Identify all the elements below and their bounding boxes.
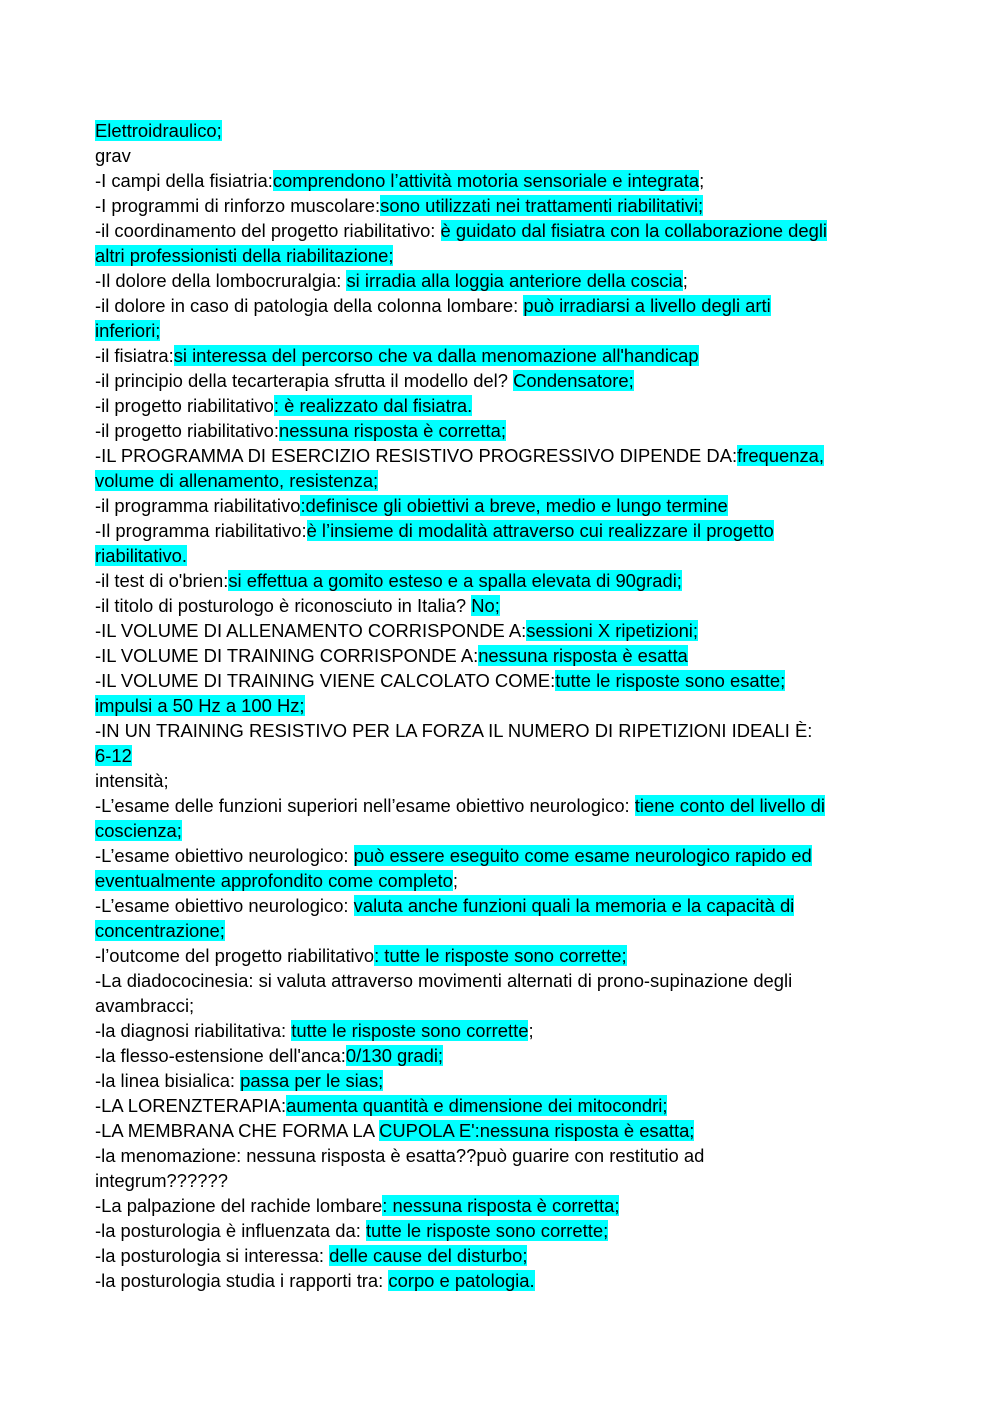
- plain-text: -l’outcome del progetto riabilitativo: [95, 945, 375, 966]
- text-line: [95, 1268, 905, 1293]
- highlighted-text: può irradiarsi a livello degli arti: [523, 295, 771, 316]
- highlighted-text: : nessuna risposta è corretta;: [382, 1195, 620, 1216]
- highlighted-text: :definisce gli obiettivi a breve, medio e lungo termine: [300, 495, 728, 516]
- highlighted-text: Elettroidraulico;: [95, 120, 222, 141]
- text-line: [95, 1143, 905, 1168]
- plain-text: -il fisiatra:: [95, 345, 174, 366]
- highlighted-text: volume di allenamento, resistenza;: [95, 470, 379, 491]
- text-line: [95, 243, 905, 268]
- text-line: [95, 1193, 905, 1218]
- highlighted-text: Condensatore;: [513, 370, 634, 391]
- plain-text: -il principio della tecarterapia sfrutta il modello del?: [95, 370, 514, 391]
- plain-text: -La diadococinesia: si valuta attraverso movimenti alternati di prono-supinazione degli: [95, 970, 793, 991]
- plain-text: -I programmi di rinforzo muscolare:: [95, 195, 381, 216]
- highlighted-text: è l’insieme di modalità attraverso cui realizzare il progetto: [306, 520, 774, 541]
- plain-text: -LA MEMBRANA CHE FORMA LA: [95, 1120, 380, 1141]
- highlighted-text: 0/130 gradi;: [345, 1045, 444, 1066]
- text-line: [95, 1043, 905, 1068]
- highlighted-text: si effettua a gomito esteso e a spalla elevata di 90gradi;: [228, 570, 682, 591]
- highlighted-text: tutte le risposte sono corrette;: [365, 1220, 609, 1241]
- text-line: [95, 943, 905, 968]
- text-line: [95, 893, 905, 918]
- text-line: [95, 918, 905, 943]
- highlighted-text: si interessa del percorso che va dalla menomazione all'handicap: [173, 345, 699, 366]
- text-line: [95, 168, 905, 193]
- text-line: [95, 193, 905, 218]
- text-line: [95, 1093, 905, 1118]
- plain-text: intensità;: [95, 770, 169, 791]
- plain-text: integrum??????: [95, 1170, 228, 1191]
- text-line: [95, 1068, 905, 1093]
- plain-text: -LA LORENZTERAPIA:: [95, 1095, 287, 1116]
- text-line: [95, 593, 905, 618]
- plain-text: -la posturologia si interessa:: [95, 1245, 330, 1266]
- highlighted-text: nessuna risposta è esatta: [478, 645, 688, 666]
- highlighted-text: nessuna risposta è corretta;: [279, 420, 506, 441]
- text-line: [95, 1218, 905, 1243]
- text-line: [95, 743, 905, 768]
- plain-text: ;: [452, 870, 458, 891]
- plain-text: -Il dolore della lombocruralgia:: [95, 270, 347, 291]
- text-line: [95, 1118, 905, 1143]
- highlighted-text: tiene conto del livello di: [634, 795, 825, 816]
- plain-text: -il progetto riabilitativo: [95, 395, 274, 416]
- plain-text: -L’esame obiettivo neurologico:: [95, 895, 354, 916]
- plain-text: -il test di o'brien:: [95, 570, 229, 591]
- text-line: [95, 868, 905, 893]
- text-line: [95, 118, 905, 143]
- highlighted-text: sessioni X ripetizioni;: [526, 620, 698, 641]
- highlighted-text: 6-12: [95, 745, 132, 766]
- text-line: [95, 768, 905, 793]
- text-line: [95, 218, 905, 243]
- text-line: [95, 1243, 905, 1268]
- highlighted-text: si irradia alla loggia anteriore della coscia: [346, 270, 683, 291]
- document-body: [95, 118, 905, 1293]
- plain-text: ;: [682, 270, 688, 291]
- text-line: [95, 643, 905, 668]
- text-line: [95, 793, 905, 818]
- text-line: [95, 568, 905, 593]
- text-line: [95, 618, 905, 643]
- text-line: [95, 968, 905, 993]
- plain-text: grav: [95, 145, 131, 166]
- plain-text: ;: [528, 1020, 534, 1041]
- plain-text: -L’esame obiettivo neurologico:: [95, 845, 354, 866]
- plain-text: -IL VOLUME DI TRAINING CORRISPONDE A:: [95, 645, 479, 666]
- plain-text: -I campi della fisiatria:: [95, 170, 273, 191]
- highlighted-text: sono utilizzati nei trattamenti riabilitativi;: [380, 195, 704, 216]
- highlighted-text: corpo e patologia.: [388, 1270, 535, 1291]
- text-line: [95, 1018, 905, 1043]
- text-line: [95, 668, 905, 693]
- text-line: [95, 318, 905, 343]
- plain-text: -la posturologia è influenzata da:: [95, 1220, 366, 1241]
- highlighted-text: inferiori;: [95, 320, 161, 341]
- highlighted-text: eventualmente approfondito come completo: [95, 870, 453, 891]
- highlighted-text: aumenta quantità e dimensione dei mitocondri;: [286, 1095, 668, 1116]
- plain-text: -IL PROGRAMMA DI ESERCIZIO RESISTIVO PROGRESSIVO DIPENDE DA:: [95, 445, 738, 466]
- text-line: [95, 693, 905, 718]
- highlighted-text: è guidato dal fisiatra con la collaborazione degli: [440, 220, 827, 241]
- text-line: [95, 543, 905, 568]
- plain-text: -il programma riabilitativo: [95, 495, 301, 516]
- highlighted-text: altri professionisti della riabilitazione;: [95, 245, 394, 266]
- plain-text: -la linea bisialica:: [95, 1070, 241, 1091]
- plain-text: -la menomazione: nessuna risposta è esatta??può guarire con restitutio ad: [95, 1145, 705, 1166]
- text-line: [95, 493, 905, 518]
- text-line: [95, 143, 905, 168]
- text-line: [95, 343, 905, 368]
- text-line: [95, 268, 905, 293]
- text-line: [95, 393, 905, 418]
- plain-text: avambracci;: [95, 995, 195, 1016]
- text-line: [95, 418, 905, 443]
- text-line: [95, 443, 905, 468]
- plain-text: -Il programma riabilitativo:: [95, 520, 307, 541]
- text-line: [95, 368, 905, 393]
- text-line: [95, 293, 905, 318]
- plain-text: -il progetto riabilitativo:: [95, 420, 279, 441]
- highlighted-text: No;: [471, 595, 500, 616]
- plain-text: -IL VOLUME DI ALLENAMENTO CORRISPONDE A:: [95, 620, 527, 641]
- plain-text: -la posturologia studia i rapporti tra:: [95, 1270, 389, 1291]
- highlighted-text: : tutte le risposte sono corrette;: [374, 945, 627, 966]
- plain-text: -IN UN TRAINING RESISTIVO PER LA FORZA IL NUMERO DI RIPETIZIONI IDEALI È:: [95, 720, 813, 741]
- text-line: [95, 468, 905, 493]
- plain-text: -La palpazione del rachide lombare: [95, 1195, 383, 1216]
- highlighted-text: : è realizzato dal fisiatra.: [273, 395, 473, 416]
- highlighted-text: può essere eseguito come esame neurologico rapido ed: [353, 845, 812, 866]
- highlighted-text: comprendono l’attività motoria sensoriale e integrata: [272, 170, 700, 191]
- text-line: [95, 993, 905, 1018]
- text-line: [95, 718, 905, 743]
- highlighted-text: passa per le sias;: [240, 1070, 384, 1091]
- highlighted-text: frequenza,: [737, 445, 825, 466]
- text-line: [95, 843, 905, 868]
- text-line: [95, 818, 905, 843]
- highlighted-text: impulsi a 50 Hz a 100 Hz;: [95, 695, 305, 716]
- text-line: [95, 1168, 905, 1193]
- highlighted-text: tutte le risposte sono esatte;: [555, 670, 786, 691]
- plain-text: -la flesso-estensione dell'anca:: [95, 1045, 346, 1066]
- plain-text: -la diagnosi riabilitativa:: [95, 1020, 292, 1041]
- text-line: [95, 518, 905, 543]
- plain-text: -il dolore in caso di patologia della colonna lombare:: [95, 295, 524, 316]
- plain-text: -il titolo di posturologo è riconosciuto in Italia?: [95, 595, 472, 616]
- highlighted-text: CUPOLA E':nessuna risposta è esatta;: [379, 1120, 695, 1141]
- highlighted-text: delle cause del disturbo;: [329, 1245, 528, 1266]
- highlighted-text: coscienza;: [95, 820, 182, 841]
- highlighted-text: tutte le risposte sono corrette: [291, 1020, 529, 1041]
- highlighted-text: valuta anche funzioni quali la memoria e la capacità di: [353, 895, 795, 916]
- plain-text: -L’esame delle funzioni superiori nell’esame obiettivo neurologico:: [95, 795, 635, 816]
- highlighted-text: concentrazione;: [95, 920, 225, 941]
- plain-text: -IL VOLUME DI TRAINING VIENE CALCOLATO COME:: [95, 670, 556, 691]
- plain-text: -il coordinamento del progetto riabilitativo:: [95, 220, 441, 241]
- plain-text: ;: [699, 170, 705, 191]
- highlighted-text: riabilitativo.: [95, 545, 187, 566]
